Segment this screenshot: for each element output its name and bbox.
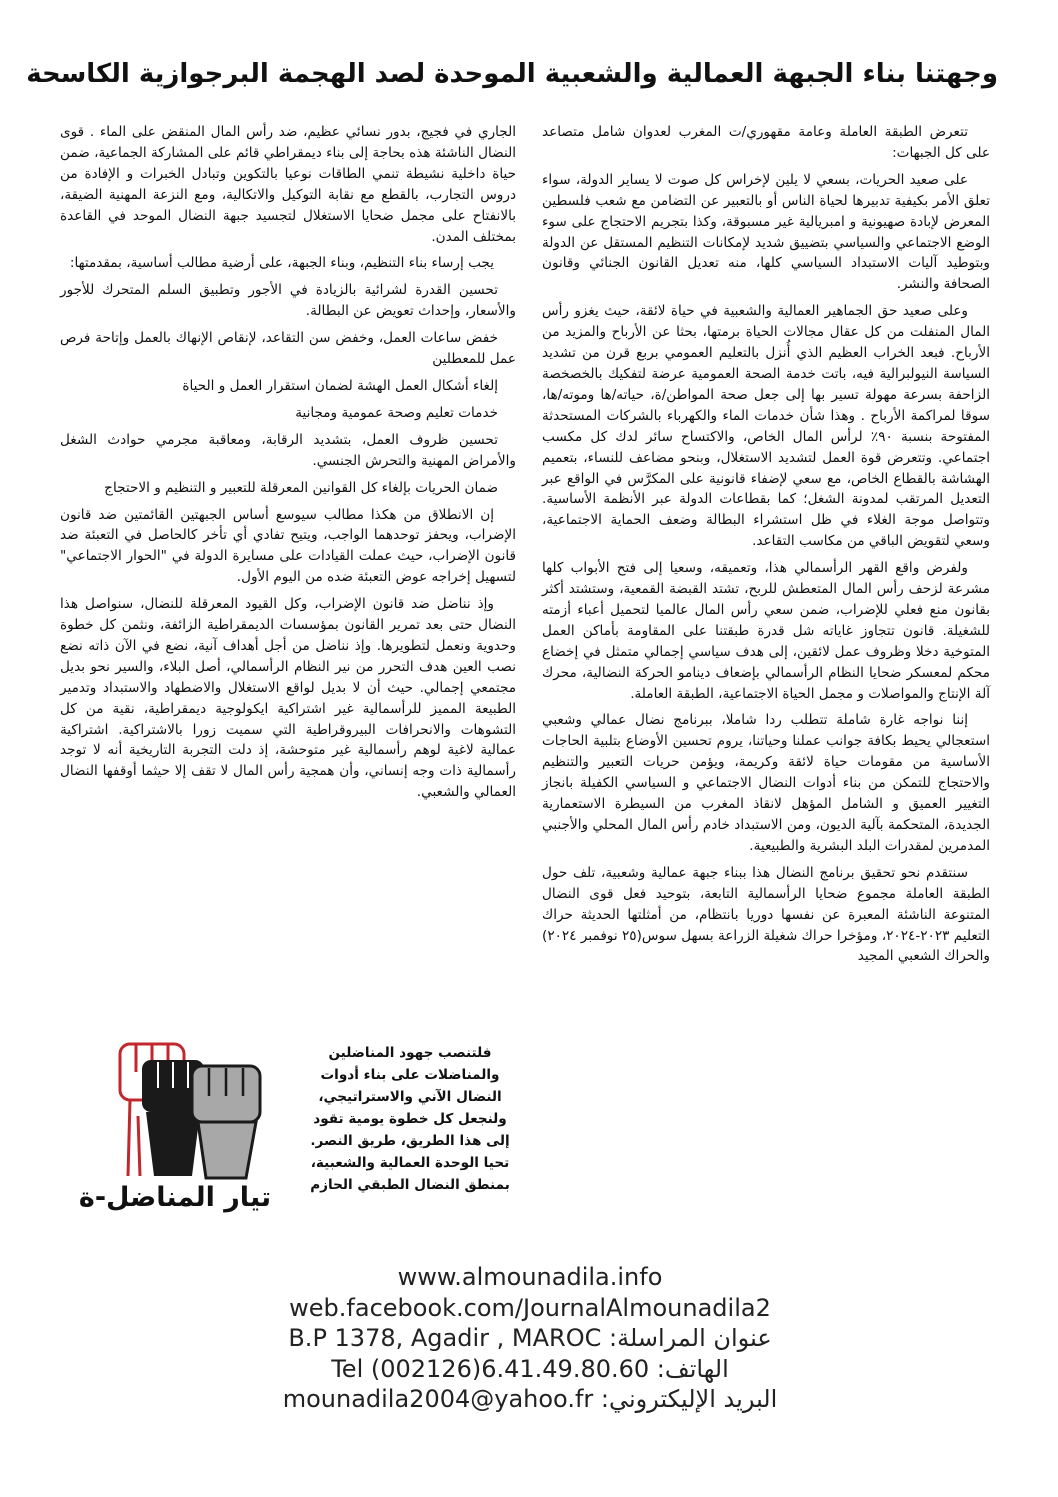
facebook-link[interactable]: web.facebook.com/JournalAlmounadila2 [289, 1293, 771, 1322]
phone-value: Tel (002126)6.41.49.80.60 [331, 1354, 650, 1383]
address-label: عنوان المراسلة: [608, 1324, 772, 1352]
paragraph: سنتقدم نحو تحقيق برنامج النضال هذا ببناء جبهة عمالية وشعبية، تلف حول الطبقة العاملة مجموع ضحايا الرأسمالية التابعة، بتوحيد فعل قوى النضال المتنوعة الناشئة المعبرة عن نفسها دوريا بانتظام، من أمثلتها الحديثة حراك التعليم ٢٠٢٣-٢٠٢٤، ومؤخرا حراك شغيلة الزراعة بسهل سوس(٢٥ نوفمبر ٢٠٢٤) والحراك الشعبي المجيد [542, 864, 990, 965]
left-column [60, 122, 516, 809]
demand-item: خفض ساعات العمل، وخفض سن التقاعد، لإنقاص الإنهاك بالعمل وإتاحة فرص عمل للمعطلين [60, 330, 516, 368]
website-link[interactable]: www.almounadila.info [397, 1263, 663, 1291]
paragraph: يجب إرساء بناء التنظيم، وبناء الجبهة، على أرضية مطالب أساسية، بمقدمتها: [69, 255, 494, 272]
phone-label: الهاتف: [656, 1354, 729, 1383]
callout-line: فلتنصب جهود المناضلين [328, 1045, 492, 1061]
callout-line: تحيا الوحدة العمالية والشعبية، [310, 1155, 510, 1171]
demand-item: إلغاء أشكال العمل الهشة لضمان استقرار العمل و الحياة [182, 377, 498, 394]
address-value: B.P 1378, Agadir , MAROC [288, 1324, 602, 1352]
paragraph: تتعرض الطبقة العاملة وعامة مقهوري/ت المغرب لعدوان شامل متصاعد على كل الجبهات: [542, 124, 990, 161]
demand-item: تحسين القدرة لشرائية بالزيادة في الأجور وتطبيق السلم المتحرك للأجور والأسعار، وإحداث تعويض عن البطالة. [60, 282, 516, 320]
paragraph: على صعيد الحريات، بسعي لا يلين لإخراس كل صوت لا يساير الدولة، سواء تعلق الأمر بكيفية تدبيرها لحياة الناس أو بالتعبير عن التضامن مع شعب فلسطين المعرض لإبادة صهيونية و امبريالية غير مسبوقة، وكذا بتجريم الاحتجاج على سوء الوضع الاجتماعي والسياسي بتضييق شديد لإمكانات التنظيم المستقل عن الدولة وبتوطيد آليات الاستبداد السياسي كلها، منه تعديل القانون الجنائي وقانون الصحافة والنشر. [542, 171, 990, 293]
address-line [130, 1323, 930, 1354]
email-value[interactable]: mounadila2004@yahoo.fr [282, 1385, 594, 1413]
callout-box [296, 1042, 524, 1196]
paragraph: الجاري في فجيج، بدور نسائي عظيم، ضد رأس المال المنقض على الماء . قوى النضال الناشئة هذه بحاجة إلى بناء ديمقراطي قائم على المشاركة الجماعية، ضمن حياة داخلية نشيطة تنمي الطاقات نوعيا بالتكوين وتبادل الخبرات و الإفادة من دروس التجارب، بالقطع مع نقابة التوكيل والاتكالية، ومع النزعة المهنية الضيقة، بالانفتاح على مجمل ضحايا الاستغلال لتجسيد جبهة النضال الموحد في القاعدة بمختلف المدن. [60, 124, 516, 245]
paragraph: وعلى صعيد حق الجماهير العمالية والشعبية في حياة لائقة، حيث يغزو رأس المال المنفلت من كل عقال مجالات الحياة برمتها، بحثا عن الأرباح والمزيد من الأرباح. فبعد الخراب العظيم الذي أُنزل بالتعليم العمومي بربع قرن من تشديد السياسة النيولبرالية فيه، باتت خدمة الصحة العمومية عرضة لتفكيك بالخصخصة الزاحفة بسرعة مهولة تسير بها إلى جعل صحة المواطن/ة، حياته/ها وموته/ها، سوقا لمراكمة الأرباح . وهذا شأن خدمات الماء والكهرباء بالشركات المستحدثة المفتوحة بنسبة ٩٠٪ لرأس المال الخاص، والاكتساح سائر لدك كل مكسب اجتماعي. وتتعرض قوة العمل لتشديد الاستغلال، وبنحو مضاعف للنساء، بتعميم الهشاشة بالقطاع الخاص، مع سعي لإضفاء قانونية على المكرَّس في الواقع عبر التعديل المرتقب لمدونة الشغل؛ كما بقطاعات الدولة عبر الأنظمة الأساسية. وتتواصل موجة الغلاء في ظل استشراء البطالة وضعف الحماية الاجتماعية، وسعي لتقويض الباقي من مكاسب التقاعد. [542, 303, 991, 550]
email-line [130, 1384, 930, 1415]
page-title: وجهتنا بناء الجبهة العمالية والشعبية الموحدة لصد الهجمة البرجوازية الكاسحة [26, 59, 998, 89]
demand-item: خدمات تعليم وصحة عمومية ومجانية [295, 404, 498, 421]
callout-line: النضال الآني والاستراتيجي، [318, 1089, 502, 1105]
paragraph: إننا نواجه غارة شاملة تتطلب ردا شاملا، ببرنامج نضال عمالي وشعبي استعجالي يحيط بكافة جوانب عملنا وحياتنا، يروم تحسين الأوضاع بتلبية الحاجات الأساسية من مقومات حياة لائقة وكريمة، ويؤمن حريات التعبير والتنظيم والاحتجاج للتمكن من بناء أدوات النضال الاجتماعي و السياسي الكفيلة بانجاز التغيير العميق و الشامل المؤهل لانقاذ المغرب من السيطرة الاستعمارية الجديدة، المتحكمة بآلية الديون، ومن الاستبداد خادم رأس المال المحلي والأجنبي المدمرين لمقدرات البلد البشرية والطبيعية. [542, 712, 990, 854]
callout-line: والمناضلات على بناء أدوات [320, 1067, 500, 1083]
demand-item: ضمان الحريات بإلغاء كل القوانين المعرقلة للتعبير و التنظيم و الاحتجاج [104, 479, 498, 496]
footer-contact [130, 1262, 930, 1415]
email-label: البريد الإليكتروني: [600, 1385, 778, 1413]
paragraph: ولفرض واقع القهر الرأسمالي هذا، وتعميقه، وسعيا إلى فتح الأبواب كلها مشرعة لزحف رأس المال المتعطش للربح، تشتد القبضة القمعية، وستشتد أكثر بقانون منع فعلي للإضراب، ضمن سعي رأس المال عالميا لتحميل أعباء أزمته للشغيلة. قانون تتجاوز غاياته شل قدرة طبقتنا على المقاومة بأماكن العمل المتوخية دخلا وظروف عمل لائقين، إلى هدف سياسي إجمالي متمثل في إخضاع محكم لمعسكر ضحايا النظام الرأسمالي بإضعاف دينامو الحركة النضالية، محرك آلة الإنتاج والمواصلات و مجمل الحياة الاجتماعية، الطبقة العاملة. [542, 560, 990, 702]
demand-item: تحسين ظروف العمل، بتشديد الرقابة، ومعاقبة مجرمي حوادث الشغل والأمراض المهنية والتحرش الجنسي. [60, 431, 516, 469]
callout-line: إلى هذا الطريق، طريق النصر. [310, 1133, 510, 1149]
phone-line [130, 1354, 930, 1385]
paragraph: إن الانطلاق من هكذا مطالب سيوسع أساس الجبهتين القائمتين ضد قانون الإضراب، ويحفز توحدهما الواجب، ويتيح تفادي أي تأخر كالحاصل في التعبئة ضد قانون الإضراب، حيث عملت القيادات على مسايرة الدولة في "الحوار الاجتماعي" لتسهيل إخراجه عوض التعبئة ضده من اليوم الأول. [60, 506, 516, 586]
right-column [542, 122, 990, 973]
callout-line: بمنطق النضال الطبقي الحازم [310, 1177, 510, 1193]
logo-caption: تيار المناضل-ة [78, 1182, 272, 1213]
callout-line: ولنجعل كل خطوة يومية تقود [313, 1111, 507, 1127]
paragraph: وإذ نناضل ضد قانون الإضراب، وكل القيود المعرقلة للنضال، سنواصل هذا النضال حتى بعد تمرير القانون بمؤسسات الديمقراطية الزائفة، ونثمن كل خطوة وحدوية ونعمل لتطويرها. وإذ نناضل من أجل أهداف آنية، نضع في الآن ذاته نضع نصب العين هدف التحرر من نير النظام الرأسمالي، أصل البلاء، والسير نحو بديل مجتمعي إجمالي. حيث أن لا بديل لواقع الاستغلال والاضطهاد والاستبداد وتدمير الطبيعة المميز للرأسمالية غير اشتراكية ايكولوجية ديمقراطية، نقية من كل التشوهات والانحرافات البيروقراطية التي سميت زورا بالاشتراكية. اشتراكية عمالية لاغية لوهم رأسمالية غير متوحشة، إذ دلت التجربة التاريخية أنه لا توجد رأسمالية ذات وجه إنساني، وأن همجية رأس المال لا تقف إلا حيثما أوقفها النضال العمالي والشعبي. [60, 596, 516, 801]
